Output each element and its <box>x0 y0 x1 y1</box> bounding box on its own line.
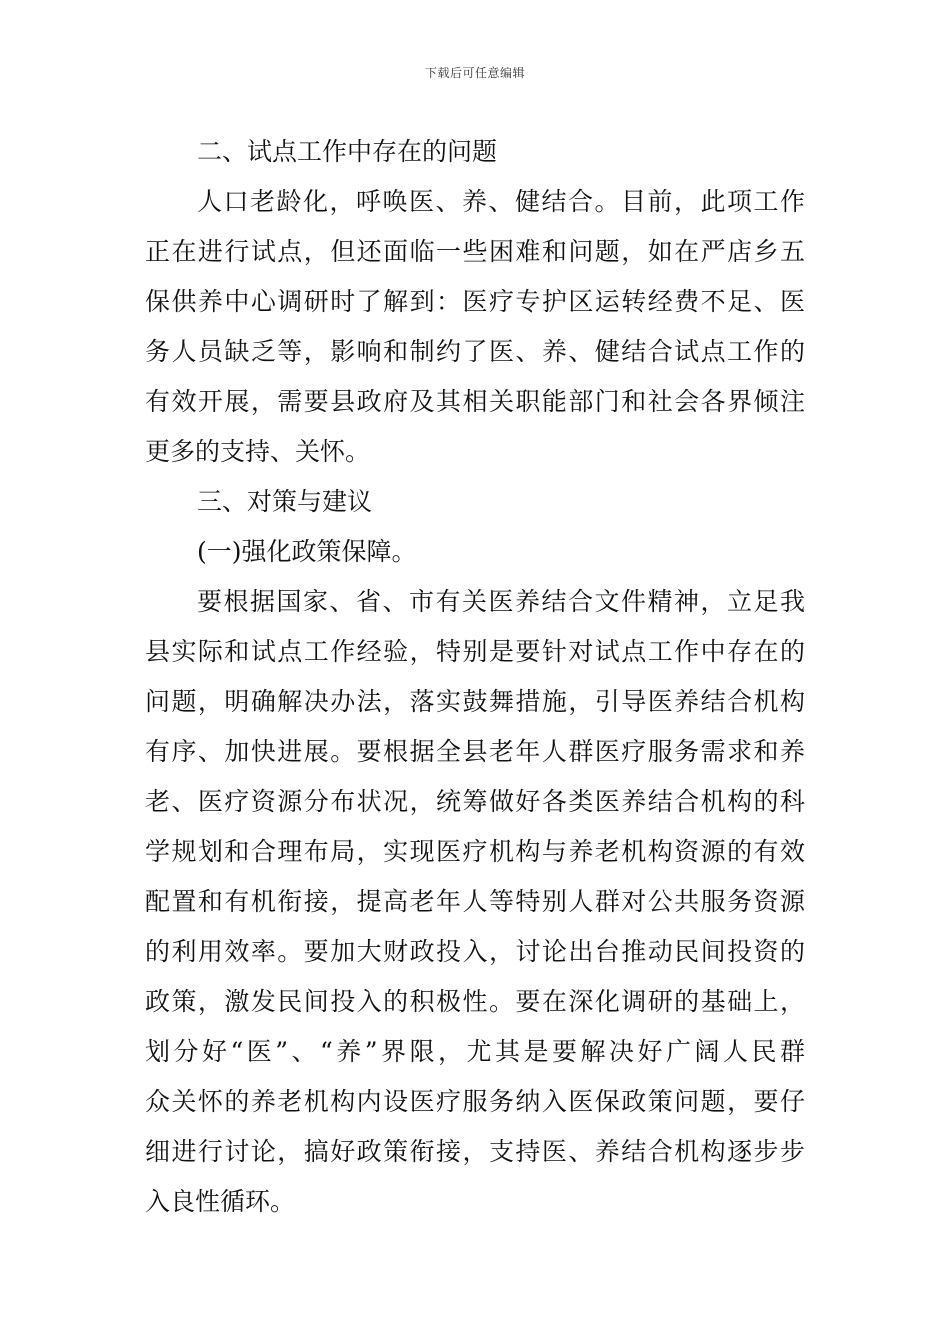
paragraph-line: 有序、加快进展。要根据全县老年人群医疗服务需求和养 <box>145 737 805 766</box>
paragraph-line: 的利用效率。要加大财政投入，讨论出台推动民间投资的 <box>145 937 805 966</box>
paragraph-line: 划分好“医”、“养”界限，尤其是要解决好广阔人民群 <box>145 1037 805 1066</box>
paragraph-line: 要根据国家、省、市有关医养结合文件精神，立足我 <box>197 587 805 616</box>
paragraph-line: 保供养中心调研时了解到：医疗专护区运转经费不足、医 <box>145 287 805 316</box>
paragraph-line: 入良性循环。 <box>145 1187 296 1216</box>
paragraph-line: 更多的支持、关怀。 <box>145 437 371 466</box>
paragraph-line: 有效开展，需要县政府及其相关职能部门和社会各界倾注 <box>145 387 805 416</box>
subsection-heading: (一)强化政策保障。 <box>197 537 417 566</box>
document-body <box>145 127 805 1227</box>
paragraph-line: 正在进行试点，但还面临一些困难和问题，如在严店乡五 <box>145 237 805 266</box>
page-header: 下载后可任意编辑 <box>424 66 525 80</box>
paragraph-line: 务人员缺乏等，影响和制约了医、养、健结合试点工作的 <box>145 337 805 366</box>
paragraph-line: 人口老龄化，呼唤医、养、健结合。目前，此项工作 <box>197 187 805 216</box>
paragraph-line: 配置和有机衔接，提高老年人等特别人群对公共服务资源 <box>145 887 805 916</box>
paragraph-line: 细进行讨论，搞好政策衔接，支持医、养结合机构逐步步 <box>145 1137 805 1166</box>
paragraph-line: 县实际和试点工作经验，特别是要针对试点工作中存在的 <box>145 637 805 666</box>
paragraph-line: 政策，激发民间投入的积极性。要在深化调研的基础上， <box>145 987 805 1016</box>
section-heading-suggestions: 三、对策与建议 <box>197 487 373 516</box>
paragraph-line: 老、医疗资源分布状况，统筹做好各类医养结合机构的科 <box>145 787 805 816</box>
paragraph-line: 众关怀的养老机构内设医疗服务纳入医保政策问题，要仔 <box>145 1087 805 1116</box>
paragraph-line: 学规划和合理布局，实现医疗机构与养老机构资源的有效 <box>145 837 805 866</box>
section-heading-problems: 二、试点工作中存在的问题 <box>197 137 498 166</box>
paragraph-line: 问题，明确解决办法，落实鼓舞措施，引导医养结合机构 <box>145 687 805 716</box>
